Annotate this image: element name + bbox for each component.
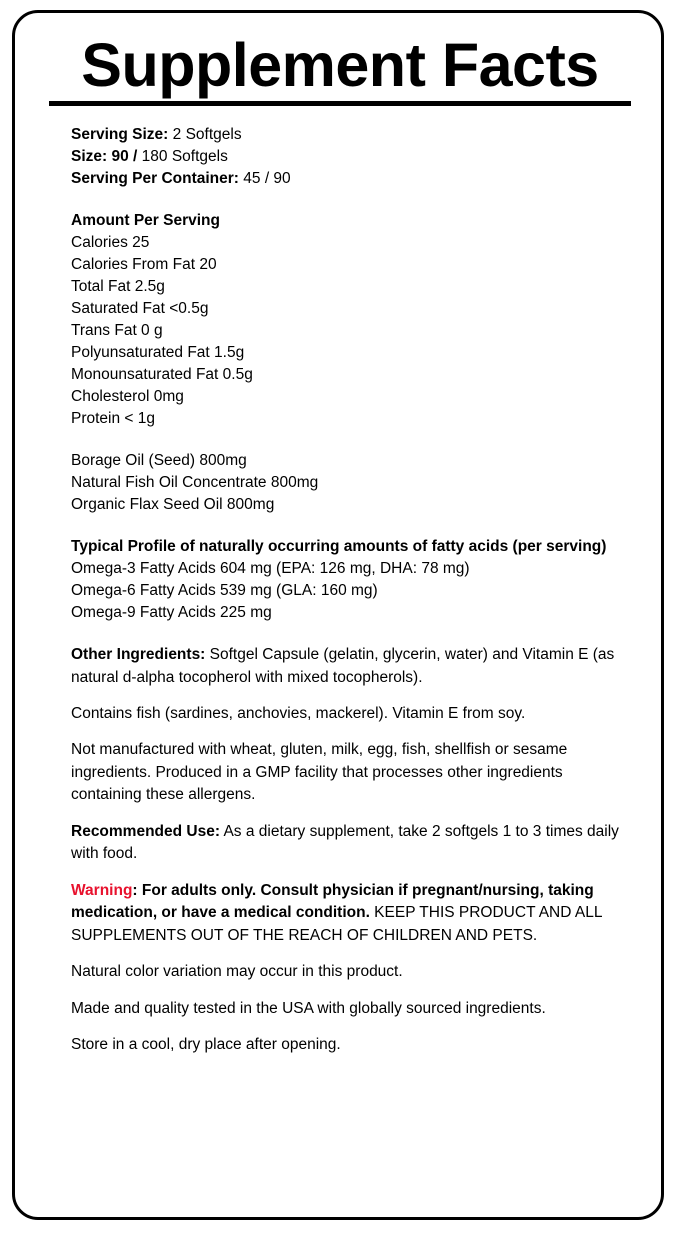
contains-statement: Contains fish (sardines, anchovies, mackerel). Vitamin E from soy. (71, 704, 526, 722)
other-ingredients-section (71, 644, 627, 689)
serving-size-line (71, 124, 627, 146)
warning-colon: : (132, 881, 138, 899)
size-label: Size: 90 / (71, 148, 138, 166)
nutrient-row: Monounsaturated Fat 0.5g (71, 366, 253, 384)
panel-inner (15, 13, 661, 1057)
fatty-acid-profile-heading: Typical Profile of naturally occurring amounts of fatty acids (per serving) (71, 538, 607, 556)
spacer (71, 947, 627, 961)
label-body (45, 124, 635, 1057)
oil-row: Organic Flax Seed Oil 800mg (71, 496, 275, 514)
fatty-acid-row: Omega-3 Fatty Acids 604 mg (EPA: 126 mg, DHA: 78 mg) (71, 560, 470, 578)
recommended-use-text: As a dietary supplement, take 2 softgels 1 to 3 times daily with food. (71, 822, 619, 863)
spacer (71, 190, 627, 210)
spacer (71, 984, 627, 998)
spacer (71, 866, 627, 880)
spacer (71, 516, 627, 536)
spacer (71, 1020, 627, 1034)
fatty-acid-profile-section (71, 536, 627, 624)
servings-per-container-value: 45 / 90 (238, 170, 291, 188)
warning-label: Warning (71, 881, 133, 899)
allergen-statement: Not manufactured with wheat, gluten, milk, egg, fish, shellfish or sesame ingredients. Produced in a GMP facility that processes other ingredients containing these allergens. (71, 741, 568, 804)
nutrient-row: Trans Fat 0 g (71, 322, 163, 340)
serving-info (71, 124, 627, 190)
fatty-acid-row: Omega-9 Fatty Acids 225 mg (71, 604, 272, 622)
spacer (71, 725, 627, 739)
page-title: Supplement Facts (81, 31, 599, 99)
nutrient-row: Calories From Fat 20 (71, 256, 217, 274)
nutrient-row: Cholesterol 0mg (71, 388, 184, 406)
oil-row: Natural Fish Oil Concentrate 800mg (71, 474, 319, 492)
size-line (71, 146, 627, 168)
made-in-usa-note: Made and quality tested in the USA with globally sourced ingredients. (71, 999, 546, 1017)
amount-per-serving-section (71, 210, 627, 430)
spacer (71, 807, 627, 821)
warning-bold-text: For adults only. Consult physician if pregnant/nursing, taking medication, or have a medical condition. (71, 881, 594, 922)
color-variation-note: Natural color variation may occur in this product. (71, 963, 403, 981)
servings-per-container-line (71, 168, 627, 190)
spacer (71, 430, 627, 450)
spacer (71, 624, 627, 644)
storage-note: Store in a cool, dry place after opening. (71, 1036, 341, 1054)
oil-row: Borage Oil (Seed) 800mg (71, 452, 247, 470)
nutrient-row: Protein < 1g (71, 410, 156, 428)
recommended-use-label: Recommended Use: (71, 822, 221, 840)
fatty-acid-row: Omega-6 Fatty Acids 539 mg (GLA: 160 mg) (71, 582, 378, 600)
size-value: 180 Softgels (137, 148, 228, 166)
serving-size-value: 2 Softgels (168, 126, 242, 144)
nutrient-row: Saturated Fat <0.5g (71, 300, 209, 318)
nutrient-row: Calories 25 (71, 234, 150, 252)
recommended-use-section (71, 821, 627, 866)
warning-section (71, 880, 627, 947)
spacer (71, 689, 627, 703)
other-ingredients-label: Other Ingredients: (71, 646, 206, 664)
amount-per-serving-heading: Amount Per Serving (71, 212, 220, 230)
title-divider (49, 101, 631, 106)
nutrient-row: Total Fat 2.5g (71, 278, 165, 296)
nutrient-row: Polyunsaturated Fat 1.5g (71, 344, 245, 362)
oil-blend-section (71, 450, 627, 516)
servings-per-container-label: Serving Per Container: (71, 170, 239, 188)
serving-size-label: Serving Size: (71, 126, 169, 144)
warning-caps-text: KEEP THIS PRODUCT AND ALL SUPPLEMENTS OUT OF THE REACH OF CHILDREN AND PETS. (71, 904, 602, 944)
other-ingredients-text: Softgel Capsule (gelatin, glycerin, water) and Vitamin E (as natural d-alpha tocopherol with mixed tocopherols). (71, 646, 615, 686)
supplement-facts-panel (12, 10, 664, 1220)
